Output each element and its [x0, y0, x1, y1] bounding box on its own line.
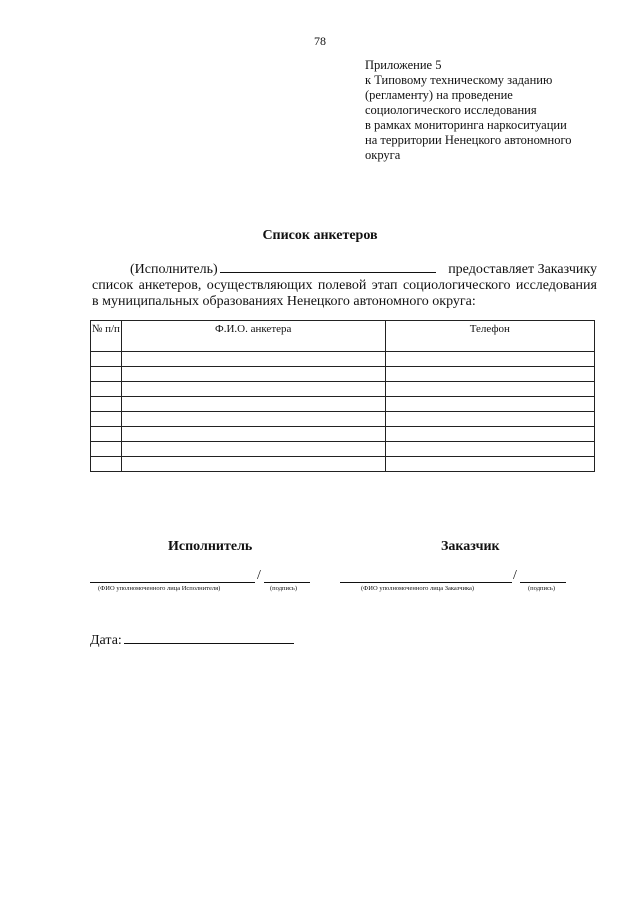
- cell-phone[interactable]: [385, 382, 594, 397]
- cell-fio[interactable]: [121, 352, 385, 367]
- cell-number[interactable]: [91, 397, 122, 412]
- customer-sign-caption: (подпись): [528, 585, 555, 592]
- table-row: [91, 382, 595, 397]
- intro-line-3: в муниципальных образованиях Ненецкого автономного округа:: [92, 294, 476, 309]
- cell-fio[interactable]: [121, 367, 385, 382]
- cell-fio[interactable]: [121, 382, 385, 397]
- intro-suffix: предоставляет Заказчику: [448, 262, 597, 277]
- cell-fio[interactable]: [121, 412, 385, 427]
- intro-line-1: [92, 260, 597, 278]
- cell-number[interactable]: [91, 427, 122, 442]
- executor-sign-line[interactable]: [264, 582, 310, 583]
- customer-fio-line[interactable]: [340, 582, 512, 583]
- cell-phone[interactable]: [385, 397, 594, 412]
- cell-fio[interactable]: [121, 457, 385, 472]
- cell-phone[interactable]: [385, 367, 594, 382]
- table-row: [91, 352, 595, 367]
- cell-number[interactable]: [91, 367, 122, 382]
- cell-number[interactable]: [91, 382, 122, 397]
- intro-line-2: список анкетеров, осуществляющих полевой этап социологического исследования: [92, 278, 597, 293]
- customer-fio-caption: (ФИО уполномоченного лица Заказчика): [361, 585, 475, 592]
- header-fio: Ф.И.О. анкетера: [121, 321, 385, 352]
- table-row: [91, 397, 595, 412]
- cell-number[interactable]: [91, 442, 122, 457]
- customer-heading: Заказчик: [441, 539, 500, 554]
- appendix-line: социологического исследования: [365, 103, 537, 117]
- date-label: Дата:: [90, 633, 122, 648]
- cell-number[interactable]: [91, 457, 122, 472]
- date-field: [90, 631, 294, 649]
- executor-heading: Исполнитель: [168, 539, 253, 554]
- cell-number[interactable]: [91, 412, 122, 427]
- table-row: [91, 367, 595, 382]
- table-row: [91, 457, 595, 472]
- cell-phone[interactable]: [385, 412, 594, 427]
- appendix-note: [365, 58, 615, 163]
- interviewers-table: [90, 320, 595, 472]
- appendix-line: в рамках мониторинга наркоситуации: [365, 118, 567, 132]
- cell-phone[interactable]: [385, 427, 594, 442]
- executor-fio-caption: (ФИО уполномоченного лица Исполнителя): [98, 585, 221, 592]
- executor-sign-caption: (подпись): [270, 585, 297, 592]
- cell-fio[interactable]: [121, 427, 385, 442]
- cell-phone[interactable]: [385, 457, 594, 472]
- cell-fio[interactable]: [121, 397, 385, 412]
- customer-slash: /: [513, 568, 517, 583]
- executor-slash: /: [257, 568, 261, 583]
- appendix-line: (регламенту) на проведение: [365, 88, 513, 102]
- page-number: 78: [314, 34, 326, 48]
- executor-name-blank[interactable]: [220, 260, 436, 273]
- appendix-line: Приложение 5: [365, 58, 442, 72]
- date-blank[interactable]: [124, 631, 294, 644]
- cell-number[interactable]: [91, 352, 122, 367]
- executor-fio-line[interactable]: [90, 582, 255, 583]
- header-number: № п/п: [91, 321, 122, 352]
- appendix-line: на территории Ненецкого автономного: [365, 133, 572, 147]
- intro-paragraph: [92, 260, 597, 310]
- table-row: [91, 412, 595, 427]
- table-header-row: [91, 321, 595, 352]
- table-row: [91, 427, 595, 442]
- header-phone: Телефон: [385, 321, 594, 352]
- document-title: Список анкетеров: [262, 228, 378, 243]
- table-row: [91, 442, 595, 457]
- customer-sign-line[interactable]: [520, 582, 566, 583]
- cell-fio[interactable]: [121, 442, 385, 457]
- intro-prefix: (Исполнитель): [130, 262, 218, 277]
- appendix-line: округа: [365, 148, 401, 162]
- cell-phone[interactable]: [385, 352, 594, 367]
- cell-phone[interactable]: [385, 442, 594, 457]
- appendix-line: к Типовому техническому заданию: [365, 73, 553, 87]
